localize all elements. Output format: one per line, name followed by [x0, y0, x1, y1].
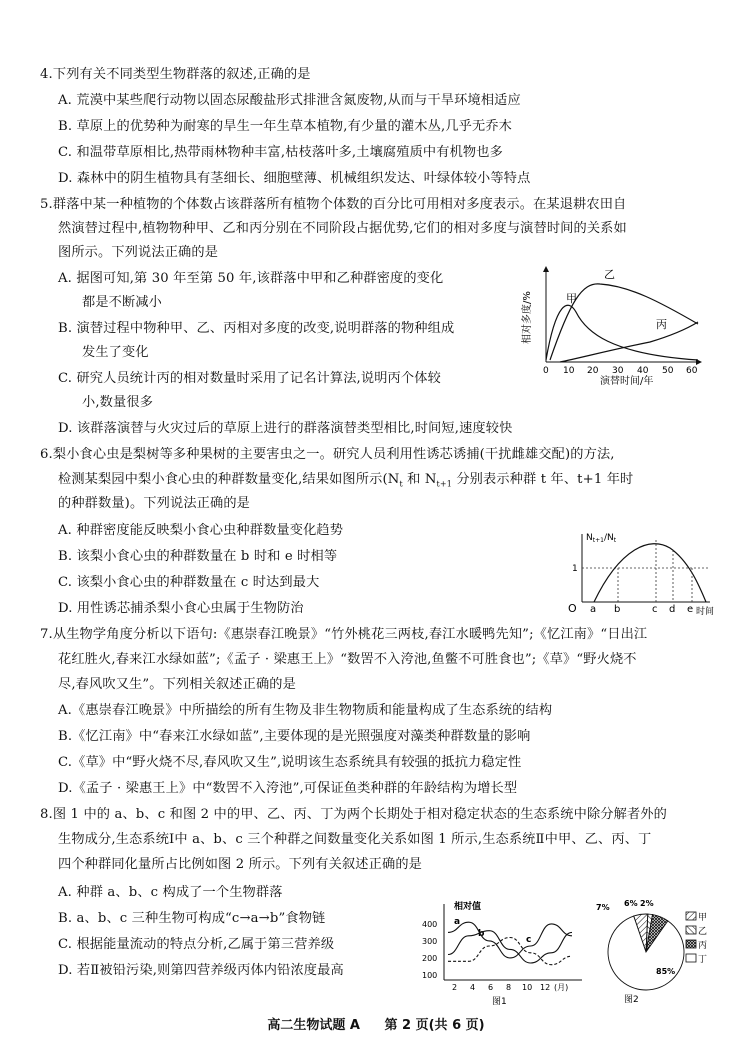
q6-option-d: D. 用性诱芯捕杀梨小食心虫属于生物防治	[58, 601, 304, 616]
q6-option-a: A. 种群密度能反映梨小食心虫种群数量变化趋势	[58, 523, 344, 538]
q7-option-d: D.《孟子 · 梁惠王上》中“数罟不入洿池”,可保证鱼类种群的年龄结构为增长型	[58, 781, 518, 796]
q4-stem: 4.下列有关不同类型生物群落的叙述,正确的是	[40, 67, 311, 82]
legend-swatch-ding	[686, 954, 696, 962]
q5-x-label: 演替时间/年	[600, 376, 654, 387]
page-footer	[0, 1014, 752, 1033]
q4-option-d: D. 森林中的阴生植物具有茎细长、细胞壁薄、机械组织发达、叶绿体较小等特点	[58, 171, 531, 186]
q6-tick-b: b	[614, 604, 621, 615]
q6-y-label-mid: /N	[603, 533, 614, 543]
q6-curve	[594, 544, 706, 602]
q6-y-label-sub2: t	[613, 537, 617, 544]
q8-option-d: D. 若Ⅱ被铅污染,则第四营养级丙体内铅浓度最高	[58, 963, 344, 978]
q4-option-a: A. 荒漠中某些爬行动物以固态尿酸盐形式排泄含氮废物,从而与干旱环境相适应	[58, 93, 521, 108]
q5-figure	[520, 262, 710, 387]
fig2-caption: 图2	[624, 995, 639, 1004]
q6-y-label-n: N	[586, 533, 593, 543]
fig2-pct-bing: 7%	[596, 903, 610, 912]
q5-option-b-2: 发生了变化	[82, 345, 149, 360]
q5-x-ticks	[543, 366, 698, 376]
fig1-label-b: b	[478, 929, 485, 939]
q6-stem-2	[58, 471, 633, 494]
q5-chart	[520, 262, 710, 387]
fig1-x-tick: 8	[506, 983, 512, 992]
q8-option-c: C. 根据能量流动的特点分析,乙属于第三营养级	[58, 937, 335, 952]
fig1-caption: 图1	[492, 997, 507, 1006]
fig1-x-unit: (月)	[554, 983, 569, 992]
q5-x-tick: 30	[612, 366, 624, 376]
fig1-label-c: c	[526, 935, 532, 945]
q8-stem-3: 四个种群同化量所占比例如图 2 所示。下列有关叙述正确的是	[58, 857, 422, 872]
fig1-x-tick: 2	[452, 983, 458, 992]
q6-tick-e: e	[687, 604, 694, 615]
fig1-x-tick: 12	[540, 983, 551, 992]
q5-y-label: 相对多度/%	[522, 291, 533, 344]
legend-label-jia: 甲	[698, 913, 708, 923]
q6-option-c: C. 该梨小食心虫的种群数量在 c 时达到最大	[58, 575, 320, 590]
fig1-x-tick: 6	[488, 983, 494, 992]
q7-stem-2: 花红胜火,春来江水绿如蓝”;《孟子 · 梁惠王上》“数罟不入洿池,鱼鳖不可胜食也”;《草》“野火烧不	[58, 652, 637, 667]
q8-stem-2: 生物成分,生态系统Ⅰ中 a、b、c 三个种群之间数量变化关系如图 1 所示,生态系统Ⅱ中甲、乙、丙、丁	[58, 832, 652, 847]
footer-title: 高二生物试题 A	[267, 1018, 360, 1033]
q5-option-d: D. 该群落演替与火灾过后的草原上进行的群落演替类型相比,时间短,速度较快	[58, 421, 513, 436]
q6-tick-c: c	[652, 604, 658, 615]
q4-option-b: B. 草原上的优势种为耐寒的旱生一年生草本植物,有少量的灌木丛,几乎无乔木	[58, 119, 513, 134]
q6-x-label: 时间	[696, 607, 715, 617]
q8-option-a: A. 种群 a、b、c 构成了一个生物群落	[58, 885, 283, 900]
fig1-chart	[418, 898, 588, 1006]
q5-curve-bing	[560, 322, 698, 362]
q6-figure	[560, 528, 720, 618]
footer-page: 第 2 页(共 6 页)	[384, 1018, 485, 1033]
q7-option-a: A.《惠崇春江晚景》中所描绘的所有生物及非生物物质和能量构成了生态系统的结构	[58, 703, 553, 718]
q5-x-tick: 20	[587, 366, 599, 376]
q7-stem-1: 7.从生物学角度分析以下语句:《惠崇春江晚景》“竹外桃花三两枝,春江水暖鸭先知”;《忆江南》“日出江	[40, 627, 648, 642]
legend-label-yi: 乙	[698, 927, 708, 937]
q6-stem-1: 6.梨小食心虫是梨树等多种果树的主要害虫之一。研究人员利用性诱芯诱捕(干扰雌雄交配)的方法,	[40, 447, 615, 462]
q5-x-tick: 40	[637, 366, 649, 376]
q5-stem-2: 然演替过程中,植物物种甲、乙和丙分别在不同阶段占据优势,它们的相对多度与演替时间的关系如	[58, 221, 627, 236]
q5-option-c-2: 小,数量很多	[82, 395, 154, 410]
fig1-series-c	[448, 938, 572, 965]
q5-x-tick: 0	[543, 366, 549, 376]
q6-y-label-sub: t+1	[592, 537, 604, 544]
q5-option-b-1: B. 演替过程中物种甲、乙、丙相对多度的改变,说明群落的物种组成	[58, 321, 455, 336]
q6-stem-2e: 分别表示种群 t 年、t+1 年时	[452, 472, 634, 487]
q8-stem-1: 8.图 1 中的 a、b、c 和图 2 中的甲、乙、丙、丁为两个长期处于相对稳定状态的生态系统中除分解者外的	[40, 807, 667, 822]
q6-tick-d: d	[669, 604, 676, 615]
q5-x-tick: 60	[686, 366, 698, 376]
legend-swatch-bing	[686, 940, 696, 948]
q5-option-a-1: A. 据图可知,第 30 年至第 50 年,该群落中甲和乙种群密度的变化	[58, 271, 444, 286]
fig2-chart	[590, 892, 720, 1004]
fig2	[590, 892, 720, 1004]
q6-stem-2d: t+1	[436, 479, 452, 489]
q6-tick-a: a	[590, 604, 597, 615]
fig2-pie	[608, 914, 684, 990]
q4-option-c: C. 和温带草原相比,热带雨林物种丰富,枯枝落叶多,土壤腐殖质中有机物也多	[58, 145, 503, 160]
q6-stem-2a: 检测某梨园中梨小食心虫的种群数量变化,结果如图所示(N	[58, 472, 400, 487]
q6-option-b: B. 该梨小食心虫的种群数量在 b 时和 e 时相等	[58, 549, 338, 564]
fig1-y-tick: 200	[422, 954, 438, 963]
fig2-pct-jia: 6%	[624, 899, 638, 908]
fig2-pct-ding: 85%	[656, 967, 676, 976]
legend-swatch-jia	[686, 912, 696, 920]
fig1-x-ticks	[452, 983, 568, 992]
q5-x-tick: 10	[563, 366, 575, 376]
q5-y-arrow	[543, 266, 549, 272]
legend-swatch-yi	[686, 926, 696, 934]
q7-option-c: C.《草》中“野火烧不尽,春风吹又生”,说明该生态系统具有较强的抵抗力稳定性	[58, 755, 522, 770]
q5-option-c-1: C. 研究人员统计丙的相对数量时采用了记名计算法,说明丙个体较	[58, 371, 441, 386]
q5-stem-3: 图所示。下列说法正确的是	[58, 245, 219, 260]
q6-origin: O	[568, 602, 577, 615]
fig1-y-tick: 300	[422, 937, 438, 946]
q5-x-tick: 50	[662, 366, 674, 376]
q7-option-b: B.《忆江南》中“春来江水绿如蓝”,主要体现的是光照强度对藻类种群数量的影响	[58, 729, 531, 744]
fig1-y-label: 相对值	[454, 902, 482, 912]
q6-y-label	[586, 533, 617, 544]
fig1-y-tick: 400	[422, 920, 438, 929]
fig1-x-tick: 4	[470, 983, 476, 992]
q8-option-b: B. a、b、c 三种生物可构成“c→a→b”食物链	[58, 911, 326, 926]
q5-label-jia: 甲	[566, 292, 577, 305]
fig1-x-tick: 10	[522, 983, 533, 992]
fig2-pct-yi: 2%	[640, 899, 654, 908]
q6-stem-2b: t	[399, 479, 403, 489]
legend-label-ding: 丁	[698, 955, 708, 965]
q6-stem-3: 的种群数量)。下列说法正确的是	[58, 496, 251, 511]
legend-label-bing: 丙	[698, 941, 708, 951]
q7-stem-3: 尽,春风吹又生”。下列相关叙述正确的是	[58, 677, 296, 692]
q6-chart	[560, 528, 720, 618]
fig1-y-ticks	[422, 920, 437, 980]
q5-label-bing: 丙	[656, 318, 667, 331]
fig1	[418, 898, 588, 1006]
q5-option-a-2: 都是不断减小	[82, 295, 163, 310]
q5-stem-1: 5.群落中某一种植物的个体数占该群落所有植物个体数的百分比可用相对多度表示。在某退耕农田自	[40, 197, 627, 212]
fig1-label-a: a	[454, 917, 461, 927]
q6-one-label: 1	[572, 564, 578, 574]
q6-stem-2c: 和 N	[402, 472, 437, 487]
fig2-legend	[686, 912, 707, 965]
fig1-y-tick: 100	[422, 971, 438, 980]
q5-label-yi: 乙	[604, 268, 615, 281]
